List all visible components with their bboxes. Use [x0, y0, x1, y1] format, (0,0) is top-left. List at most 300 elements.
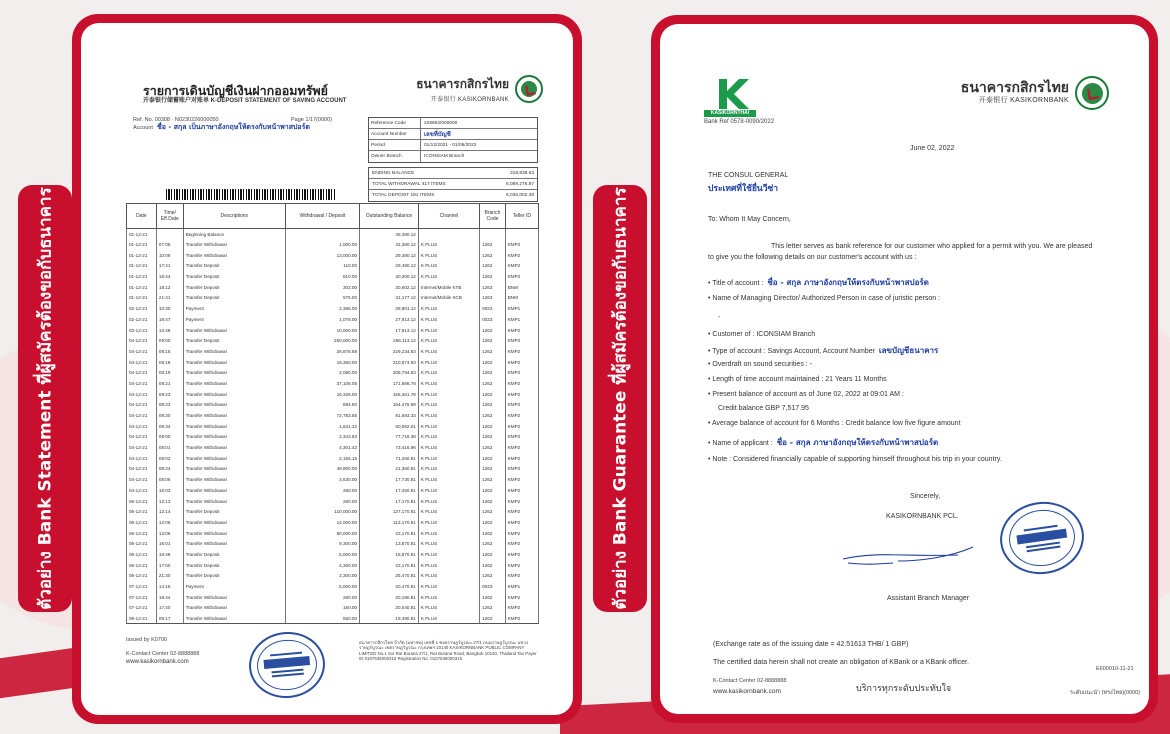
table-row: [127, 496, 539, 507]
k-logo-icon: [707, 77, 752, 113]
table-cell: 10,000.00: [285, 325, 359, 336]
letter-contact: K-Contact Center 02-8888888: [713, 678, 787, 684]
table-cell: 17,913.12: [360, 325, 419, 336]
table-row: [127, 229, 539, 240]
table-cell: Transfer Withdrawal: [183, 400, 285, 411]
table-cell: 06-12-21: [127, 517, 157, 528]
recipient-en: THE CONSUL GENERAL: [708, 172, 789, 179]
table-cell: Transfer Deposit: [183, 335, 285, 346]
table-cell: Transfer Withdrawal: [183, 357, 285, 368]
table-cell: 08:01: [156, 442, 183, 453]
table-cell: KMP2: [505, 517, 538, 528]
table-row: [127, 506, 539, 517]
table-cell: 13:08: [156, 528, 183, 539]
detail-label: • Customer of : ICONSIAM Branch: [708, 331, 816, 338]
bank-name-en: 开泰银行 KASIKORNBANK: [430, 97, 509, 103]
reference-box: [368, 117, 538, 163]
summary-value: 6,089,276.87: [505, 181, 534, 187]
table-cell: 575.00: [285, 293, 359, 304]
letter-sheet: [660, 24, 1149, 714]
table-cell: 1262: [480, 357, 506, 368]
table-cell: 4,300.00: [285, 560, 359, 571]
table-cell: KMP2: [505, 442, 538, 453]
table-cell: 110,000.00: [285, 506, 359, 517]
table-cell: 08:34: [156, 421, 183, 432]
letter-frame: [651, 15, 1158, 723]
table-cell: KMP2: [505, 357, 538, 368]
table-cell: Transfer Deposit: [183, 506, 285, 517]
table-cell: 0023: [480, 303, 506, 314]
table-cell: K PLUS: [418, 496, 479, 507]
table-cell: K PLUS: [418, 357, 479, 368]
table-header-row: [127, 204, 539, 229]
table-cell: 20,190.81: [360, 592, 419, 603]
table-cell: 02-12-21: [127, 303, 157, 314]
table-cell: 17:00: [156, 560, 183, 571]
table-cell: [285, 229, 359, 240]
table-cell: 3,630.00: [285, 474, 359, 485]
table-cell: 10:09: [156, 250, 183, 261]
table-cell: 18:47: [156, 314, 183, 325]
table-cell: 04-12-21: [127, 432, 157, 443]
detail-item: [718, 314, 720, 322]
table-cell: 73,416.96: [360, 442, 419, 453]
table-cell: 12:14: [156, 506, 183, 517]
table-cell: KMP2: [505, 538, 538, 549]
side-tab-label: ตัวอย่าง Bank Statement ที่ผู้สมัครต้องขอกับธนาคาร: [35, 187, 56, 610]
table-cell: 04-12-21: [127, 335, 157, 346]
table-cell: 04-12-21: [127, 378, 157, 389]
table-cell: KMP2: [505, 367, 538, 378]
table-cell: KMP1: [505, 314, 538, 325]
table-cell: KMP2: [505, 389, 538, 400]
table-cell: 2,300.00: [285, 571, 359, 582]
table-cell: 07-12-21: [127, 581, 157, 592]
table-cell: 08:02: [156, 453, 183, 464]
bank-name-th: ธนาคารกสิกรไทย: [416, 77, 509, 91]
issued-by: Issued by K0700: [126, 637, 167, 643]
table-cell: 06-12-21: [127, 560, 157, 571]
table-cell: 08:19: [156, 367, 183, 378]
table-row: [127, 293, 539, 304]
detail-value: ชื่อ - สกุล ภาษาอังกฤษให้ตรงกับหน้าพาสปอร์ต: [776, 438, 939, 447]
table-cell: 12:13: [156, 496, 183, 507]
table-cell: 2,156.15: [285, 453, 359, 464]
table-cell: Payment: [183, 581, 285, 592]
table-cell: KMP2: [505, 250, 538, 261]
salutation: To: Whom It May Concern,: [708, 216, 791, 223]
detail-item: [708, 331, 815, 339]
table-cell: 04-12-21: [127, 367, 157, 378]
table-row: [127, 432, 539, 443]
table-row: [127, 410, 539, 421]
table-cell: 04-12-21: [127, 410, 157, 421]
table-cell: K PLUS: [418, 528, 479, 539]
bank-emblem-icon: [515, 75, 543, 103]
table-cell: 5,000.00: [285, 581, 359, 592]
table-cell: K PLUS: [418, 506, 479, 517]
table-cell: 08:23: [156, 389, 183, 400]
table-cell: 1262: [480, 389, 506, 400]
ref-key: Account Number: [369, 129, 421, 139]
table-cell: K PLUS: [418, 603, 479, 614]
table-cell: KMP2: [505, 496, 538, 507]
table-cell: 08:18: [156, 357, 183, 368]
table-row: [127, 453, 539, 464]
table-header-cell: Date: [127, 204, 157, 229]
table-cell: 20,040.81: [360, 603, 419, 614]
table-cell: Transfer Withdrawal: [183, 496, 285, 507]
table-cell: Transfer Deposit: [183, 282, 285, 293]
table-cell: 10:48: [156, 325, 183, 336]
table-cell: K PLUS: [418, 560, 479, 571]
summary-box: [368, 167, 538, 202]
table-cell: 08:21: [156, 378, 183, 389]
table-cell: K PLUS: [418, 389, 479, 400]
table-cell: 1,000.00: [285, 239, 359, 250]
table-cell: K PLUS: [418, 378, 479, 389]
table-cell: 18:44: [156, 592, 183, 603]
table-cell: 04-12-21: [127, 357, 157, 368]
table-row: [127, 389, 539, 400]
exchange-rate: (Exchange rate as of the issuing date = 42.51613 THB/ 1 GBP): [713, 641, 909, 648]
table-cell: 1262: [480, 571, 506, 582]
recipient-th: ประเทศที่ใช้ยื่นวีซ่า: [708, 184, 779, 194]
table-cell: 81,693.33: [360, 410, 419, 421]
table-body: [127, 229, 539, 624]
table-cell: 21:30: [156, 571, 183, 582]
table-cell: 08:06: [156, 474, 183, 485]
table-cell: KMP2: [505, 613, 538, 624]
table-cell: K PLUS: [418, 538, 479, 549]
table-cell: K PLUS: [418, 581, 479, 592]
table-cell: 2,366.00: [285, 303, 359, 314]
table-cell: 04-12-21: [127, 464, 157, 475]
table-row: [127, 325, 539, 336]
table-cell: BNM: [505, 282, 538, 293]
signature: [838, 527, 978, 571]
letter-date: June 02, 2022: [910, 145, 955, 152]
table-cell: 08:23: [156, 400, 183, 411]
table-cell: 37,108.05: [285, 378, 359, 389]
statement-website: www.kasikornbank.com: [126, 659, 189, 665]
table-cell: 13,870.81: [360, 538, 419, 549]
table-cell: 04-12-21: [127, 421, 157, 432]
bank-stamp: [995, 497, 1088, 580]
table-header-cell: Channel: [418, 204, 479, 229]
table-cell: Internet/Mobile KTB: [418, 282, 479, 293]
detail-label: • Present balance of account as of June 02, 2022 at 09:01 AM :: [708, 391, 904, 398]
table-cell: KMP2: [505, 560, 538, 571]
table-cell: 18,870.81: [360, 549, 419, 560]
table-cell: 16:03: [156, 485, 183, 496]
table-cell: 04-12-21: [127, 346, 157, 357]
table-cell: 1262: [480, 261, 506, 272]
table-row: [127, 335, 539, 346]
table-cell: 14:15: [156, 581, 183, 592]
table-cell: Transfer Withdrawal: [183, 250, 285, 261]
detail-label: • Title of account :: [708, 280, 764, 287]
table-cell: 04-12-21: [127, 453, 157, 464]
table-cell: 01-12-21: [127, 261, 157, 272]
table-cell: 08:24: [156, 464, 183, 475]
table-cell: Transfer Withdrawal: [183, 421, 285, 432]
table-row: [127, 474, 539, 485]
table-cell: KMP2: [505, 346, 538, 357]
table-cell: Transfer Withdrawal: [183, 592, 285, 603]
table-cell: 17,730.81: [360, 474, 419, 485]
table-cell: KMP2: [505, 464, 538, 475]
table-cell: 2,343.63: [285, 432, 359, 443]
table-cell: Transfer Withdrawal: [183, 474, 285, 485]
table-cell: 80,062.01: [360, 421, 419, 432]
table-cell: 1262: [480, 410, 506, 421]
table-cell: 08-12-21: [127, 613, 157, 624]
table-cell: 1262: [480, 400, 506, 411]
table-cell: 18:12: [156, 282, 183, 293]
table-cell: 17:40: [156, 603, 183, 614]
table-cell: Transfer Withdrawal: [183, 464, 285, 475]
table-cell: KMP2: [505, 485, 538, 496]
table-cell: Beginning Balance: [183, 229, 285, 240]
table-cell: 17:41: [156, 261, 183, 272]
table-cell: 27,913.12: [360, 314, 419, 325]
table-cell: 01-12-21: [127, 282, 157, 293]
table-cell: Transfer Deposit: [183, 293, 285, 304]
table-row: [127, 581, 539, 592]
table-cell: K PLUS: [418, 421, 479, 432]
table-cell: K PLUS: [418, 400, 479, 411]
table-cell: 23,170.81: [360, 528, 419, 539]
table-cell: BNM: [505, 293, 538, 304]
table-cell: 208,794.83: [360, 367, 419, 378]
table-row: [127, 517, 539, 528]
table-row: [127, 250, 539, 261]
table-cell: 07-12-21: [127, 592, 157, 603]
table-cell: 2,080.00: [285, 367, 359, 378]
table-cell: 1262: [480, 325, 506, 336]
bank-name-th: ธนาคารกสิกรไทย: [960, 80, 1069, 97]
statement-title: รายการเดินบัญชีเงินฝากออมทรัพย์: [143, 83, 328, 98]
table-cell: KMP2: [505, 474, 538, 485]
detail-item: [708, 346, 938, 356]
table-cell: 06-12-21: [127, 528, 157, 539]
table-row: [127, 485, 539, 496]
table-cell: 1262: [480, 549, 506, 560]
table-cell: 19,490.81: [360, 613, 419, 624]
table-cell: 23,170.81: [360, 560, 419, 571]
table-cell: Transfer Deposit: [183, 571, 285, 582]
table-cell: 07-12-21: [127, 603, 157, 614]
table-cell: Internet/Mobile SCB: [418, 293, 479, 304]
transaction-table-wrap: [126, 203, 539, 624]
detail-label: • Type of account : Savings Account, Account Number: [708, 348, 875, 355]
table-row: [127, 592, 539, 603]
table-header-cell: Time/ Eff.Date: [156, 204, 183, 229]
table-cell: 19,360.00: [285, 357, 359, 368]
slogan: บริการทุกระดับประทับใจ: [856, 684, 952, 694]
table-header-cell: Teller ID: [505, 204, 538, 229]
table-cell: 0023: [480, 581, 506, 592]
table-cell: K PLUS: [418, 367, 479, 378]
table-cell: 06-12-21: [127, 496, 157, 507]
table-cell: 4,301.42: [285, 442, 359, 453]
table-cell: 04-12-21: [127, 474, 157, 485]
statement-sheet: [81, 23, 573, 715]
table-cell: 21,360.81: [360, 464, 419, 475]
table-row: [127, 549, 539, 560]
detail-item: [708, 376, 887, 384]
table-row: [127, 421, 539, 432]
table-cell: 17,170.81: [360, 496, 419, 507]
detail-label: • Length of time account maintained : 21 Years 11 Months: [708, 376, 887, 383]
table-cell: 21:41: [156, 293, 183, 304]
k-logo-caption: KASIKORNTHAI: [704, 110, 756, 117]
statement-ref: Ref. No. 00308 · N0230226000050: [133, 117, 219, 123]
letter-website: www.kasikornbank.com: [713, 688, 781, 695]
table-row: [127, 271, 539, 282]
table-cell: 1262: [480, 517, 506, 528]
table-cell: 15:44: [156, 271, 183, 282]
table-cell: 1262: [480, 560, 506, 571]
bank-logo: [961, 76, 1109, 110]
summary-key: TOTAL DEPOSIT 191 ITEMS: [372, 193, 435, 198]
ref-key: Owner Branch: [369, 151, 421, 162]
table-cell: 155,361.78: [360, 389, 419, 400]
table-cell: 9,300.00: [285, 538, 359, 549]
table-cell: Payment: [183, 314, 285, 325]
table-cell: 04-12-21: [127, 442, 157, 453]
table-cell: 14,000.00: [285, 517, 359, 528]
bank-stamp: [246, 629, 327, 701]
table-cell: 30,300.12: [360, 271, 419, 282]
table-cell: 280.00: [285, 496, 359, 507]
summary-key: TOTAL WITHDRAWAL 417 ITEMS: [372, 181, 446, 187]
table-cell: 16:01: [156, 538, 183, 549]
table-cell: KMP1: [505, 581, 538, 592]
detail-item: [708, 420, 961, 428]
table-cell: KMP1: [505, 303, 538, 314]
table-cell: K PLUS: [418, 432, 479, 443]
table-cell: KMP2: [505, 432, 538, 443]
side-tab-statement: [18, 185, 72, 612]
detail-label: • Name of Managing Director/ Authorized Person in case of juristic person :: [708, 295, 941, 302]
table-cell: [418, 229, 479, 240]
table-cell: K PLUS: [418, 474, 479, 485]
company-name: KASIKORNBANK PCL.: [886, 513, 959, 520]
table-cell: Transfer Withdrawal: [183, 389, 285, 400]
table-cell: 1262: [480, 592, 506, 603]
table-cell: [505, 229, 538, 240]
table-cell: KMP2: [505, 335, 538, 346]
table-cell: 06-12-21: [127, 506, 157, 517]
table-cell: 09:00: [156, 335, 183, 346]
table-cell: KMP2: [505, 378, 538, 389]
table-cell: Transfer Withdrawal: [183, 517, 285, 528]
table-cell: 280.00: [285, 592, 359, 603]
table-row: [127, 571, 539, 582]
table-cell: K PLUS: [418, 549, 479, 560]
table-cell: 171,686.78: [360, 378, 419, 389]
table-cell: K PLUS: [418, 517, 479, 528]
table-cell: 06-12-21: [127, 571, 157, 582]
table-cell: 01-12-21: [127, 239, 157, 250]
table-cell: 1262: [480, 378, 506, 389]
statement-page: Page 1/17(0000): [291, 117, 332, 123]
table-cell: 49,900.00: [285, 464, 359, 475]
table-cell: 13,000.00: [285, 250, 359, 261]
summary-value: 6,036,002.38: [505, 193, 534, 198]
table-cell: 1262: [480, 496, 506, 507]
body-para-1: This letter serves as bank reference for our customer who applied for a permit with you. We are pleased: [771, 243, 1093, 250]
table-cell: K PLUS: [418, 442, 479, 453]
table-cell: 229,234.83: [360, 346, 419, 357]
detail-label: -: [718, 314, 721, 321]
table-cell: K PLUS: [418, 613, 479, 624]
body-para-2: to give you the following details on our customer's account with us :: [708, 254, 917, 261]
table-cell: KMP2: [505, 271, 538, 282]
table-cell: 1262: [480, 271, 506, 282]
detail-value: เลขบัญชีธนาคาร: [878, 346, 939, 355]
table-row: [127, 560, 539, 571]
ref-value: 228862/000000: [424, 120, 458, 126]
table-cell: Transfer Deposit: [183, 261, 285, 272]
table-cell: KMP2: [505, 506, 538, 517]
ref-value: ICONSIAM Branch: [424, 154, 465, 159]
table-row: [127, 357, 539, 368]
table-cell: 1,631.32: [285, 421, 359, 432]
table-row: [127, 346, 539, 357]
account-label: Account: [133, 125, 153, 131]
table-header-cell: Descriptions: [183, 204, 285, 229]
table-cell: 09:17: [156, 613, 183, 624]
detail-item: [718, 405, 809, 413]
bank-emblem-icon: [1075, 76, 1109, 110]
bank-name-en: 开泰银行 KASIKORNBANK: [978, 97, 1069, 105]
table-row: [127, 613, 539, 624]
table-cell: 90,000.00: [285, 528, 359, 539]
table-cell: Transfer Withdrawal: [183, 442, 285, 453]
table-cell: 77,718.38: [360, 432, 419, 443]
table-cell: K PLUS: [418, 410, 479, 421]
table-cell: Transfer Withdrawal: [183, 410, 285, 421]
table-cell: Payment: [183, 303, 285, 314]
table-row: [127, 528, 539, 539]
table-cell: 1262: [480, 239, 506, 250]
table-cell: K PLUS: [418, 303, 479, 314]
table-cell: 884.80: [285, 400, 359, 411]
kasikorn-k-logo: [707, 77, 752, 113]
table-cell: 1262: [480, 613, 506, 624]
detail-label: Credit balance GBP 7,517.95: [718, 405, 809, 412]
table-cell: 28,878.69: [285, 346, 359, 357]
table-cell: 28,801.12: [360, 303, 419, 314]
table-cell: 1,078.00: [285, 314, 359, 325]
table-cell: 1263: [480, 293, 506, 304]
table-cell: KMP2: [505, 453, 538, 464]
table-cell: K PLUS: [418, 261, 479, 272]
table-cell: KMP2: [505, 325, 538, 336]
table-cell: 113,170.81: [360, 517, 419, 528]
table-cell: 29,380.12: [360, 250, 419, 261]
table-cell: 06-12-21: [127, 549, 157, 560]
table-cell: Transfer Withdrawal: [183, 239, 285, 250]
detail-value: ชื่อ - สกุล ภาษาอังกฤษให้ตรงกับหน้าพาสปอร์ต: [767, 278, 929, 287]
table-cell: 08:00: [156, 432, 183, 443]
table-cell: [156, 229, 183, 240]
account-name: ชื่อ - สกุล เป็นภาษาอังกฤษให้ตรงกับหน้าพาสปอร์ต: [157, 123, 310, 131]
table-cell: K PLUS: [418, 592, 479, 603]
